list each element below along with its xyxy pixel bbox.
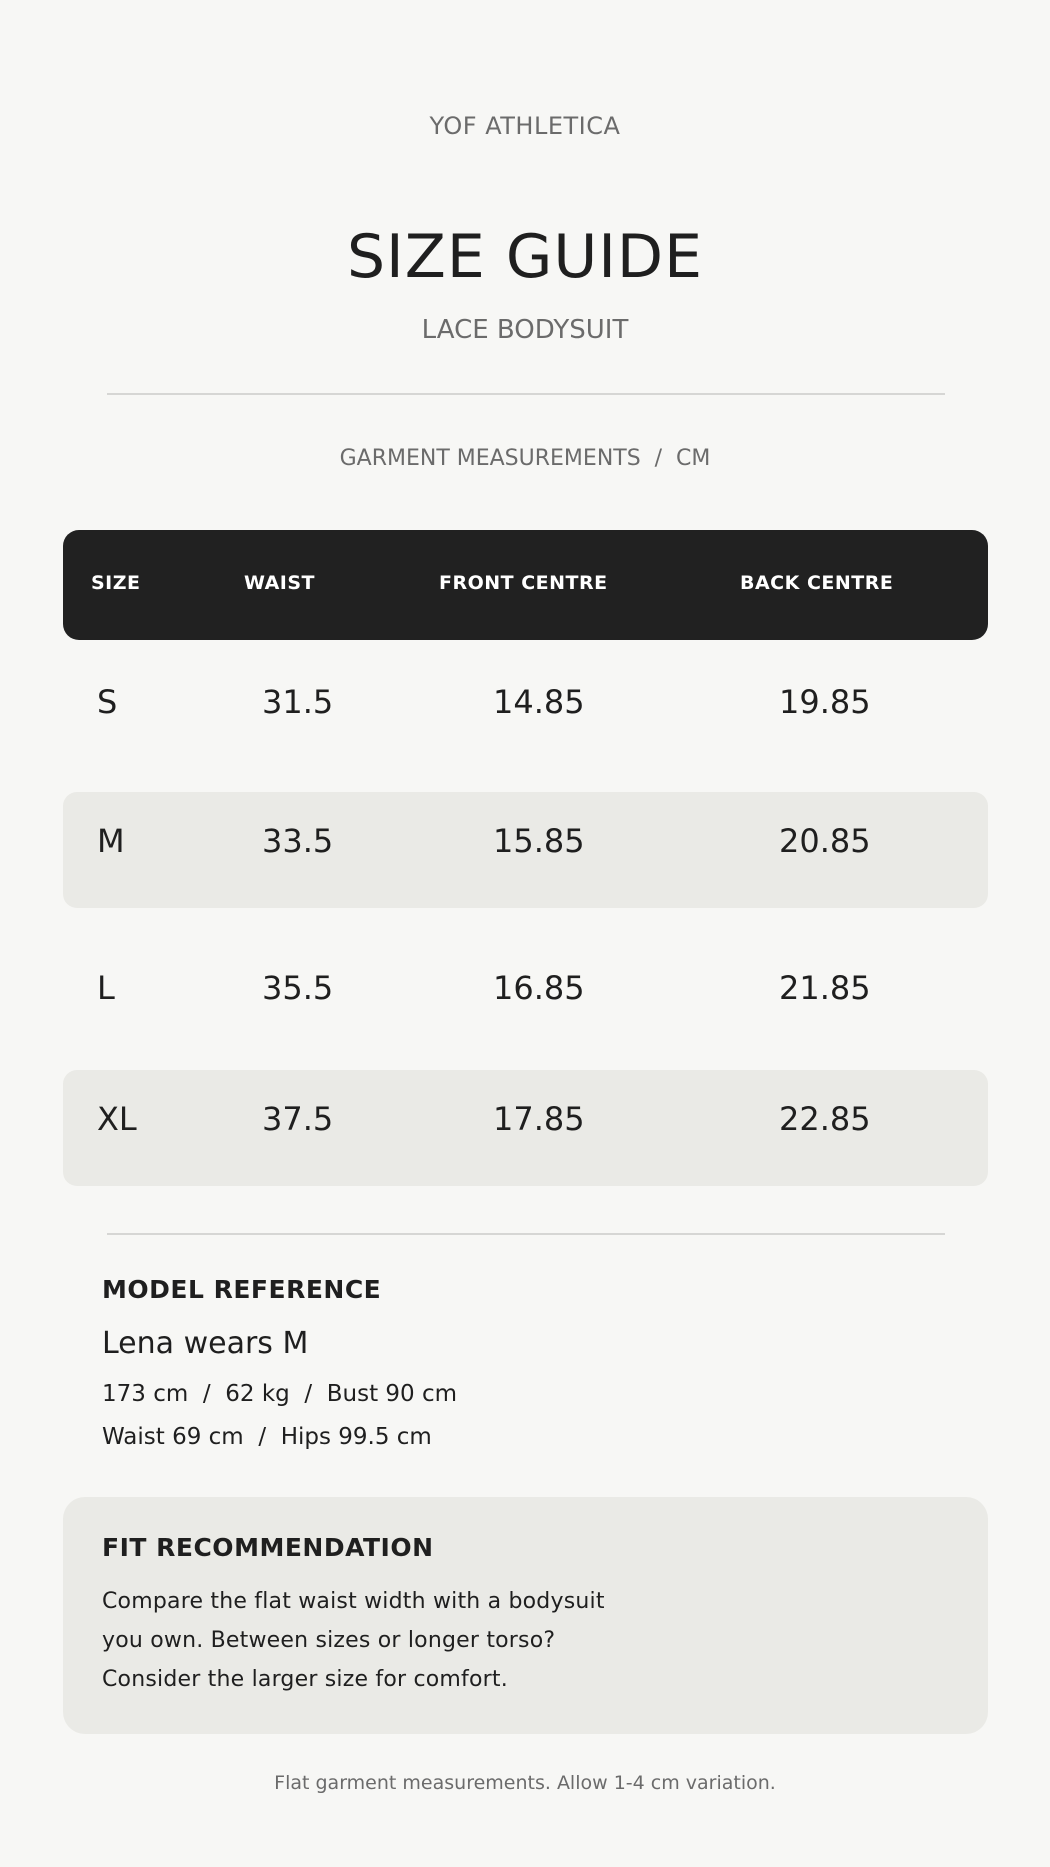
cell-waist: 31.5 xyxy=(262,683,334,721)
model-measurements-1: 173 cm / 62 kg / Bust 90 cm xyxy=(102,1381,458,1407)
cell-front-centre: 16.85 xyxy=(493,969,585,1007)
fit-text-line: Compare the flat waist width with a bodysuit xyxy=(102,1589,605,1614)
page-title: SIZE GUIDE xyxy=(346,222,704,292)
cell-size: M xyxy=(97,822,125,860)
cell-back-centre: 19.85 xyxy=(779,683,871,721)
cell-waist: 35.5 xyxy=(262,969,334,1007)
table-row-m xyxy=(63,792,988,908)
cell-back-centre: 20.85 xyxy=(779,822,871,860)
cell-size: S xyxy=(97,683,118,721)
table-row-s xyxy=(63,645,988,761)
model-name: Lena wears M xyxy=(102,1326,309,1361)
table-row-xl xyxy=(63,1070,988,1186)
cell-waist: 37.5 xyxy=(262,1100,334,1138)
top-divider xyxy=(107,393,945,395)
table-row-l xyxy=(63,931,988,1047)
header-size: SIZE xyxy=(91,572,141,594)
fit-recommendation-heading: FIT RECOMMENDATION xyxy=(102,1533,434,1562)
cell-front-centre: 15.85 xyxy=(493,822,585,860)
cell-waist: 33.5 xyxy=(262,822,334,860)
section-label: GARMENT MEASUREMENTS / CM xyxy=(339,446,711,471)
cell-size: L xyxy=(97,969,115,1007)
table-header xyxy=(63,530,988,640)
header-back-centre: BACK CENTRE xyxy=(740,572,894,594)
cell-back-centre: 22.85 xyxy=(779,1100,871,1138)
cell-front-centre: 14.85 xyxy=(493,683,585,721)
fit-text-line: you own. Between sizes or longer torso? xyxy=(102,1628,556,1653)
fit-text-line: Consider the larger size for comfort. xyxy=(102,1667,508,1692)
product-name: LACE BODYSUIT xyxy=(421,315,629,345)
cell-front-centre: 17.85 xyxy=(493,1100,585,1138)
model-measurements-2: Waist 69 cm / Hips 99.5 cm xyxy=(102,1424,432,1450)
cell-size: XL xyxy=(97,1100,137,1138)
cell-back-centre: 21.85 xyxy=(779,969,871,1007)
footnote: Flat garment measurements. Allow 1-4 cm variation. xyxy=(274,1772,776,1794)
brand-name: YOF ATHLETICA xyxy=(429,112,621,140)
header-waist: WAIST xyxy=(244,572,316,594)
header-front-centre: FRONT CENTRE xyxy=(439,572,608,594)
model-reference-heading: MODEL REFERENCE xyxy=(102,1275,382,1304)
fit-recommendation-card xyxy=(63,1497,988,1734)
middle-divider xyxy=(107,1233,945,1235)
